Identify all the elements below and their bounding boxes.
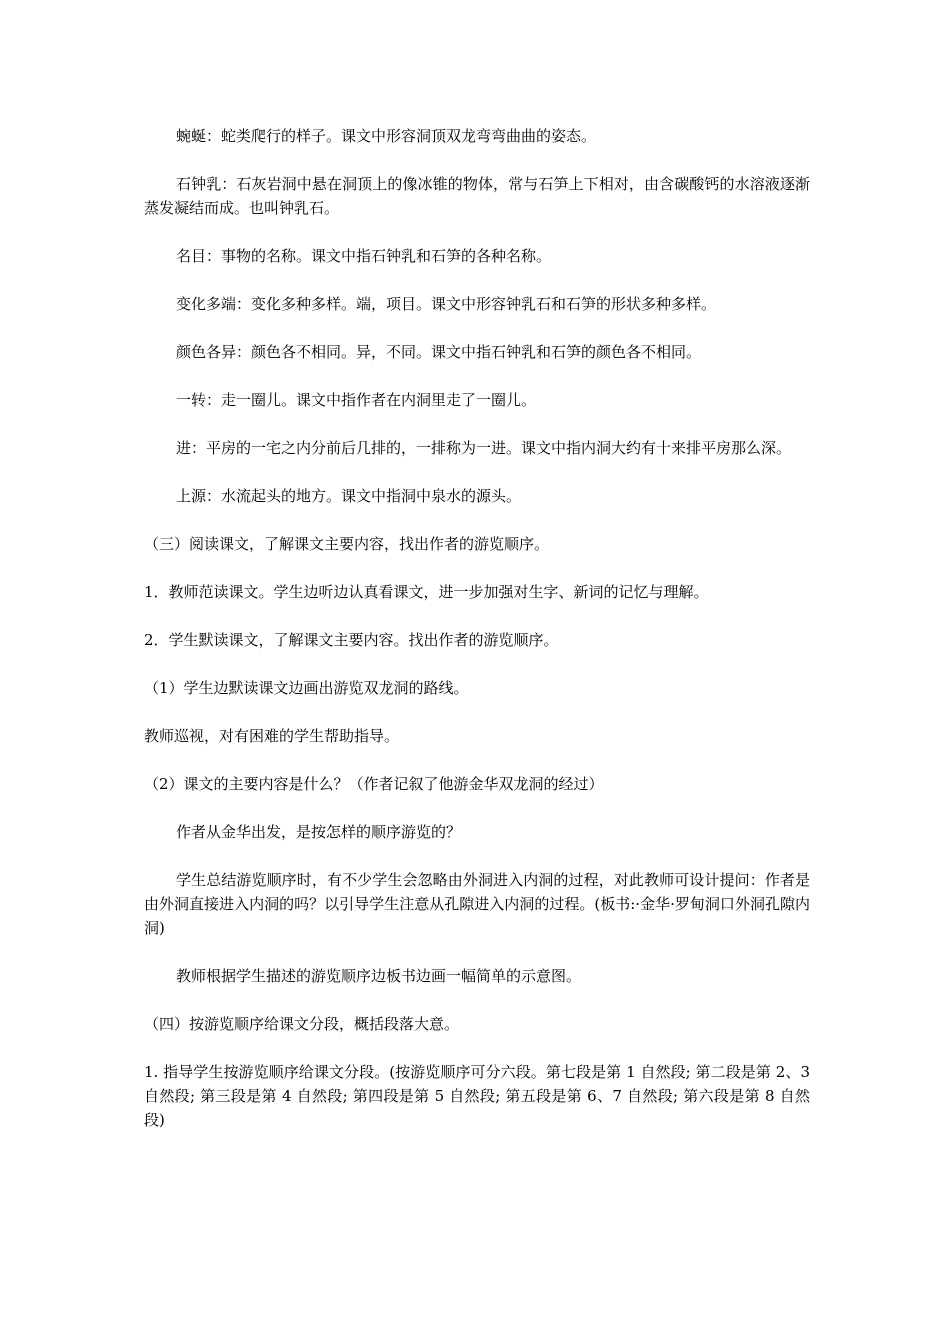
- paragraph: 进：平房的一宅之内分前后几排的，一排称为一进。课文中指内洞大约有十来排平房那么深。: [176, 439, 792, 457]
- list-item: 2．学生默读课文，了解课文主要内容。找出作者的游览顺序。: [144, 631, 559, 649]
- paragraph: 名目：事物的名称。课文中指石钟乳和石笋的各种名称。: [176, 247, 552, 265]
- paragraph: 变化多端：变化多种多样。端，项目。课文中形容钟乳石和石笋的形状多种多样。: [176, 295, 717, 313]
- document-body: [144, 124, 810, 1156]
- paragraph: 颜色各异：颜色各不相同。异，不同。课文中指石钟乳和石笋的颜色各不相同。: [176, 343, 702, 361]
- list-item: 1. 指导学生按游览顺序给课文分段。(按游览顺序可分六段。第七段是第 1 自然段; 第二段是第 2、3 自然段; 第三段是第 4 自然段; 第四段是第 5 自然段; 第五段是第 6、7 自然段; 第六段是第 8 自然段): [144, 1063, 810, 1129]
- paragraph: 一转：走一圈儿。课文中指作者在内洞里走了一圈儿。: [176, 391, 537, 409]
- paragraph: 教师巡视，对有困难的学生帮助指导。: [144, 727, 400, 745]
- section-heading: （四）按游览顺序给课文分段，概括段落大意。: [144, 1015, 460, 1033]
- paragraph: 作者从金华出发，是按怎样的顺序游览的？: [176, 823, 462, 841]
- paragraph: 石钟乳：石灰岩洞中悬在洞顶上的像冰锥的物体，常与石笋上下相对，由含碳酸钙的水溶液逐渐蒸发凝结而成。也叫钟乳石。: [144, 175, 810, 217]
- paragraph: 教师根据学生描述的游览顺序边板书边画一幅简单的示意图。: [176, 967, 582, 985]
- paragraph: 蜿蜒：蛇类爬行的样子。课文中形容洞顶双龙弯弯曲曲的姿态。: [176, 127, 597, 145]
- section-heading: （三）阅读课文，了解课文主要内容，找出作者的游览顺序。: [144, 535, 550, 553]
- paragraph: 上源：水流起头的地方。课文中指洞中泉水的源头。: [176, 487, 522, 505]
- list-item: （1）学生边默读课文边画出游览双龙洞的路线。: [144, 679, 469, 697]
- list-item: （2）课文的主要内容是什么？（作者记叙了他游金华双龙洞的经过）: [144, 775, 604, 793]
- list-item: 1．教师范读课文。学生边听边认真看课文，进一步加强对生字、新词的记忆与理解。: [144, 583, 709, 601]
- paragraph: 学生总结游览顺序时，有不少学生会忽略由外洞进入内洞的过程，对此教师可设计提问：作者是由外洞直接进入内洞的吗？以引导学生注意从孔隙进入内洞的过程。(板书:·金华·罗甸洞口外洞孔隙内洞): [144, 871, 810, 937]
